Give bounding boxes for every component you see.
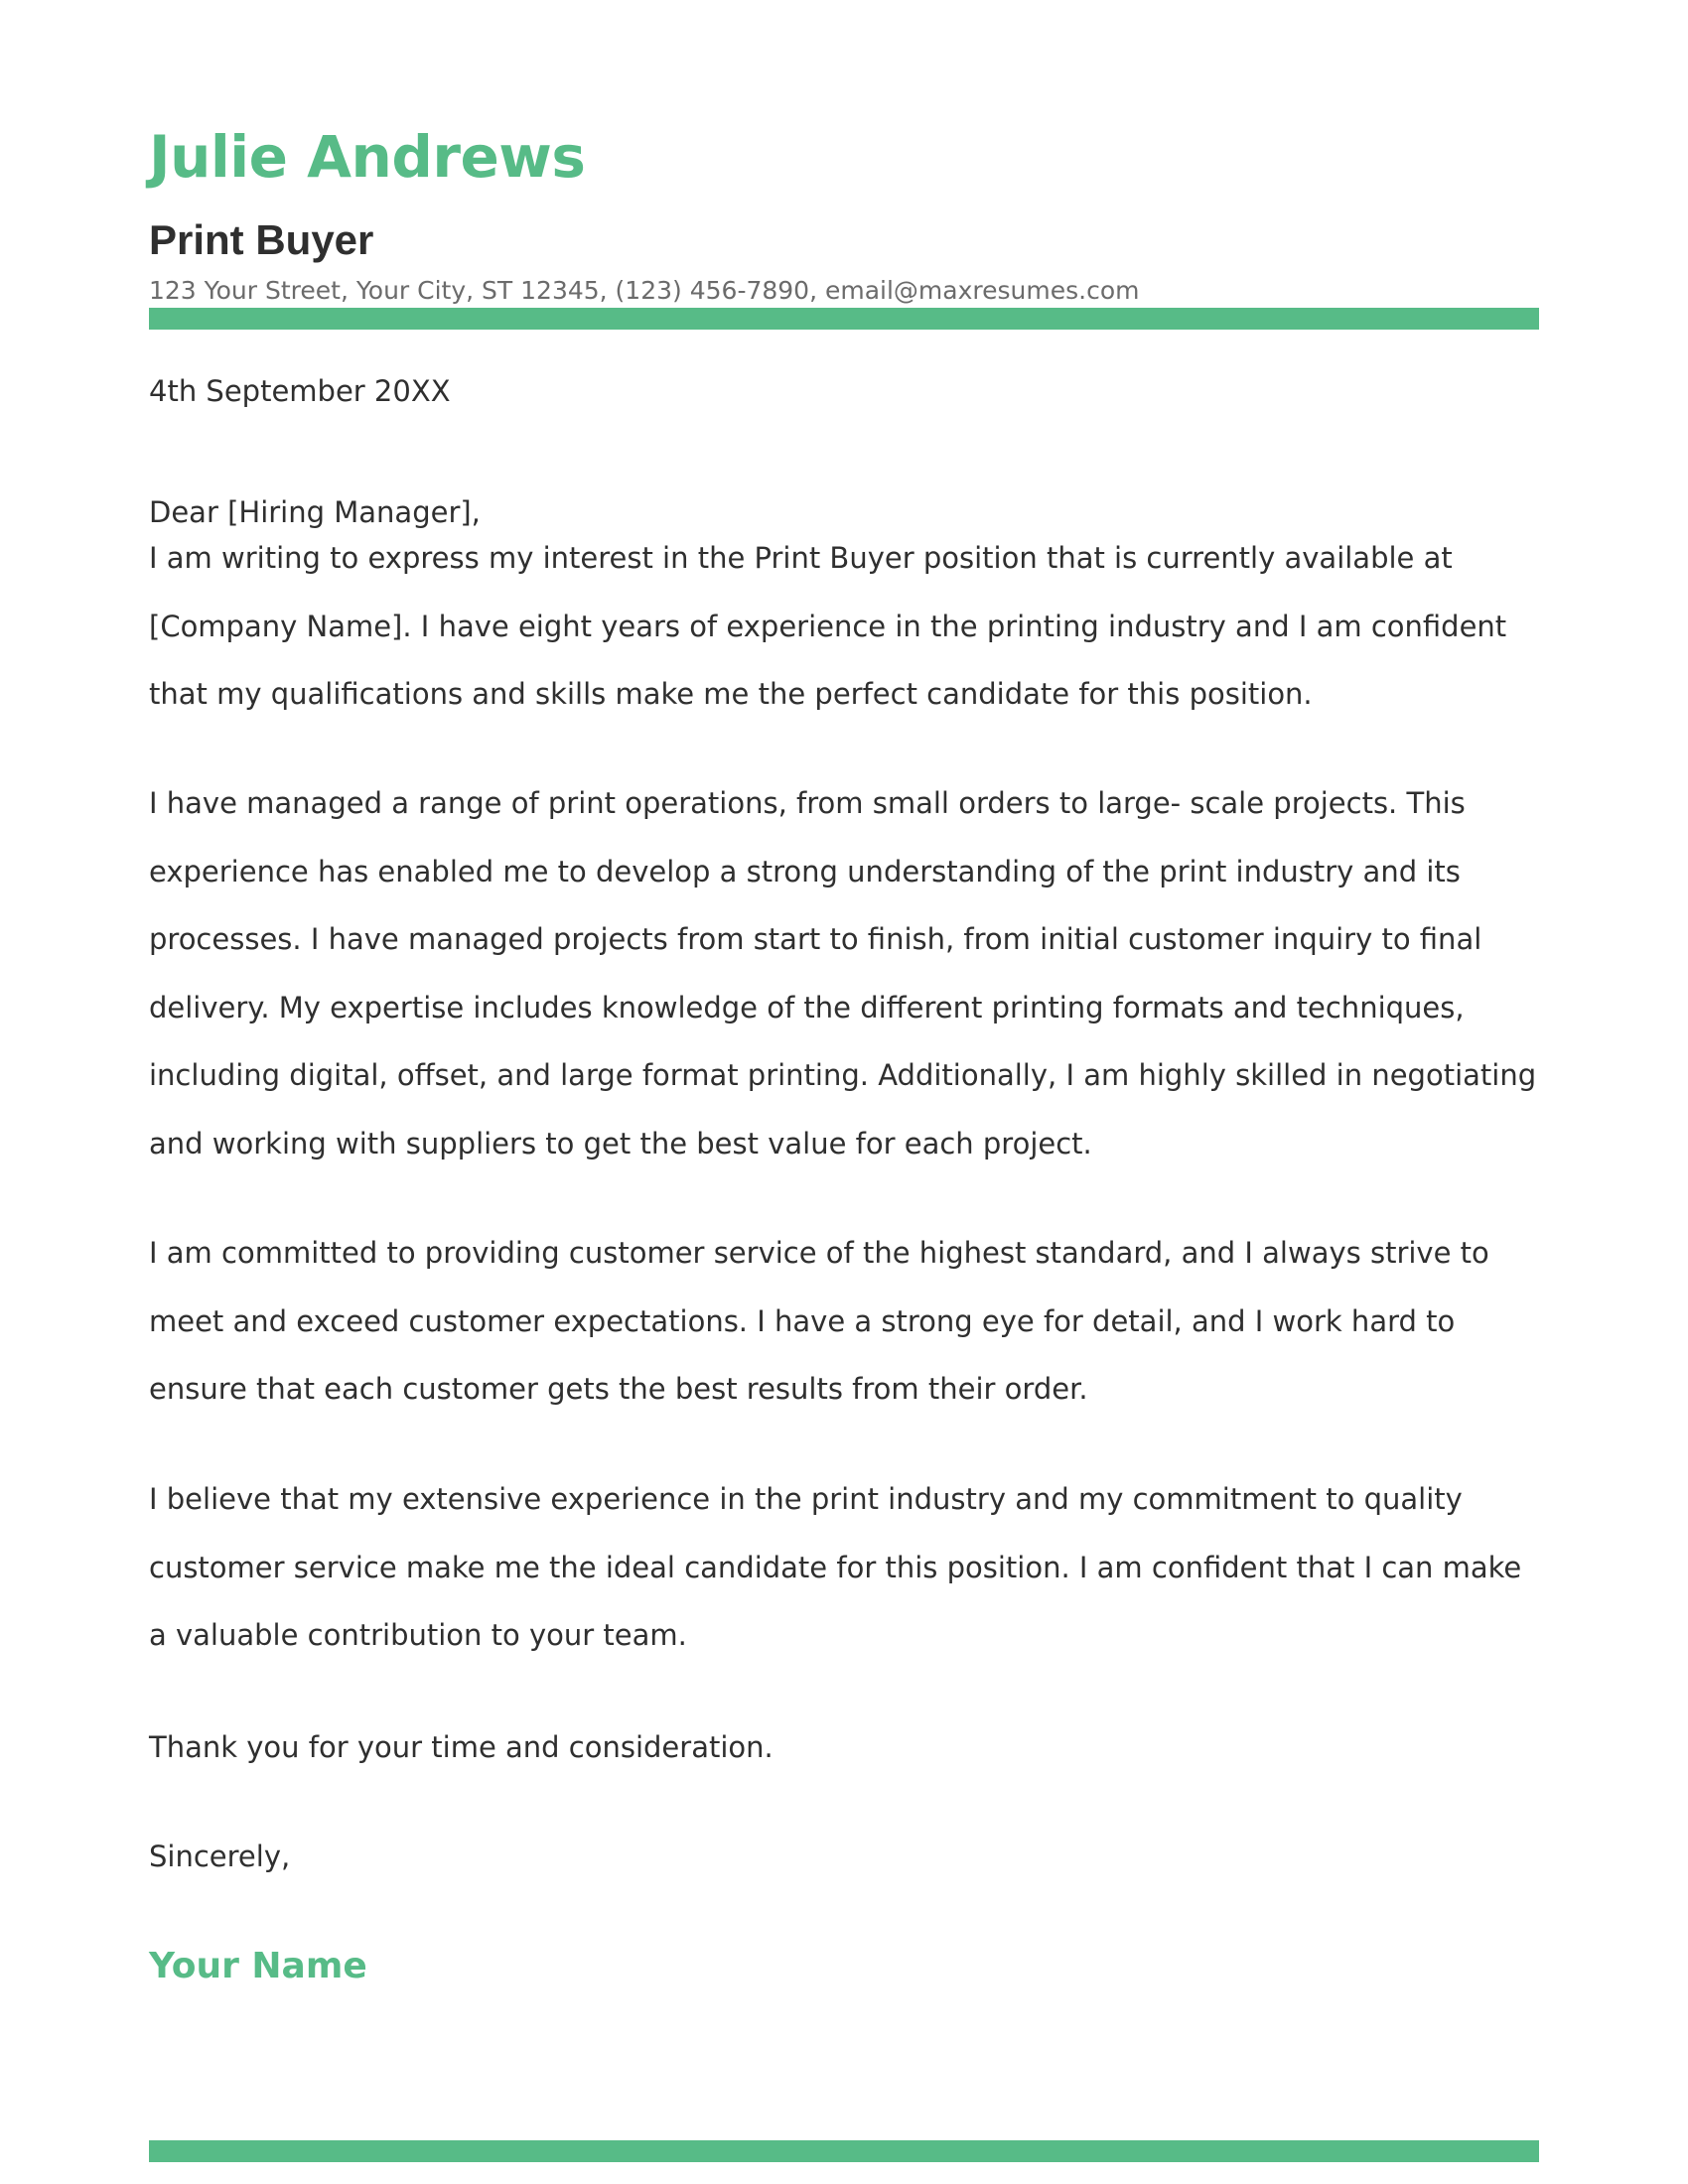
- job-title: Print Buyer: [149, 216, 374, 263]
- paragraph-customer-service: I am committed to providing customer service of the highest standard, and I always strive to meet and exceed customer expectations. I have a strong eye for detail, and I work hard to ensure that each customer gets the best results from their order.: [149, 1236, 1489, 1406]
- salutation: Dear [Hiring Manager],: [149, 495, 481, 529]
- footer-divider: [149, 2140, 1539, 2162]
- paragraph-conclusion: I believe that my extensive experience in the print industry and my commitment to quality customer service make me the ideal candidate for this position. I am confident that I can make a valuable contribution to your team.: [149, 1482, 1522, 1652]
- paragraph-experience: I have managed a range of print operations, from small orders to large- scale projects. This experience has enabled me to develop a strong understanding of the print industry and its processes. I have managed projects from start to finish, from initial customer inquiry to final delivery. My expertise includes knowledge of the different printing formats and techniques, including digital, offset, and large format printing. Additionally, I am highly skilled in negotiating and working with suppliers to get the best value for each project.: [149, 786, 1537, 1160]
- applicant-name: Julie Andrews: [149, 123, 586, 191]
- contact-info: 123 Your Street, Your City, ST 12345, (123) 456-7890, email@maxresumes.com: [149, 276, 1140, 305]
- paragraph-thanks: Thank you for your time and consideration.: [149, 1730, 774, 1764]
- closing: Sincerely,: [149, 1840, 291, 1873]
- letter-date: 4th September 20XX: [149, 374, 451, 408]
- signature-name: Your Name: [149, 1946, 367, 1986]
- paragraph-intro: I am writing to express my interest in the Print Buyer position that is currently available at [Company Name]. I have eight years of experience in the printing industry and I am confident that my qualifications and skills make me the perfect candidate for this position.: [149, 541, 1507, 711]
- header-divider: [149, 308, 1539, 330]
